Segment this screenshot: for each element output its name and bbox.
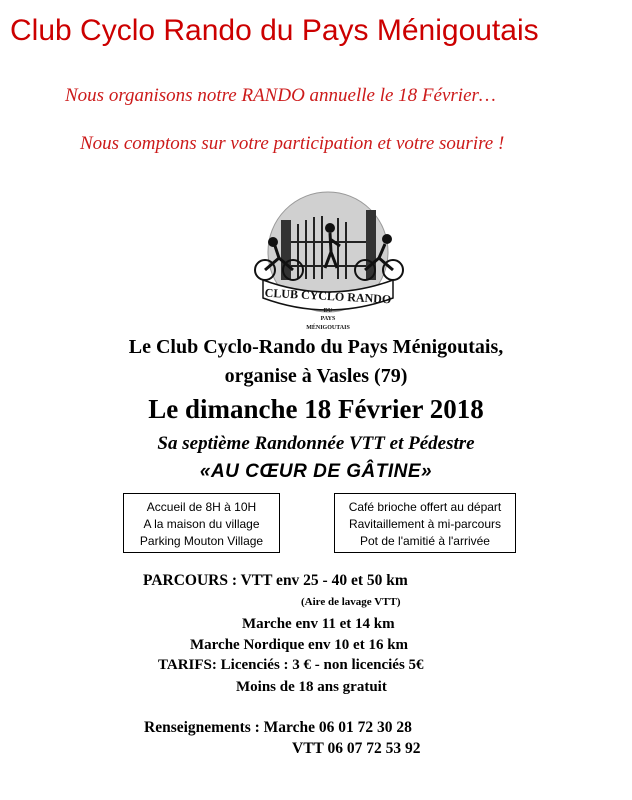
logo-text-pays: PAYS	[320, 316, 336, 322]
page-title: Club Cyclo Rando du Pays Ménigoutais	[10, 14, 539, 47]
nordique-line: Marche Nordique env 10 et 16 km	[190, 637, 409, 653]
services-line: Ravitaillement à mi-parcours	[348, 517, 502, 531]
logo-banner-text: CLUB CYCLO RANDO	[264, 285, 392, 307]
parcours-line: PARCOURS : VTT env 25 - 40 et 50 km	[143, 572, 408, 589]
event-name: «AU CŒUR DE GÂTINE»	[199, 461, 433, 482]
reception-box	[123, 493, 280, 553]
organizer-line: Le Club Cyclo-Rando du Pays Ménigoutais,	[128, 336, 504, 358]
location-line: organise à Vasles (79)	[224, 365, 408, 387]
club-logo	[243, 184, 413, 334]
services-line: Café brioche offert au départ	[348, 500, 502, 514]
services-line: Pot de l'amitié à l'arrivée	[360, 534, 490, 548]
event-date: Le dimanche 18 Février 2018	[148, 394, 484, 424]
tagline-announcement: Nous organisons notre RANDO annuelle le 18 Février…	[65, 85, 496, 106]
marche-line: Marche env 11 et 14 km	[242, 616, 395, 632]
services-box	[334, 493, 516, 553]
logo-text-du: DU	[323, 308, 333, 314]
contact-marche: Renseignements : Marche 06 01 72 30 28	[144, 719, 412, 736]
lavage-note: (Aire de lavage VTT)	[301, 596, 401, 608]
reception-line: A la maison du village	[143, 517, 260, 531]
tarifs-line: TARIFS: Licenciés : 3 € - non licenciés 5€	[158, 657, 424, 673]
gratuit-line: Moins de 18 ans gratuit	[236, 679, 387, 695]
logo-walker-head	[325, 223, 335, 233]
reception-line: Accueil de 8H à 10H	[146, 500, 257, 514]
contact-vtt: VTT 06 07 72 53 92	[292, 740, 421, 757]
logo-text-town: MÉNIGOUTAIS	[306, 325, 350, 331]
event-subtitle: Sa septième Randonnée VTT et Pédestre	[157, 433, 475, 454]
reception-line: Parking Mouton Village	[139, 534, 264, 548]
tagline-participation: Nous comptons sur votre participation et votre sourire !	[80, 133, 505, 154]
